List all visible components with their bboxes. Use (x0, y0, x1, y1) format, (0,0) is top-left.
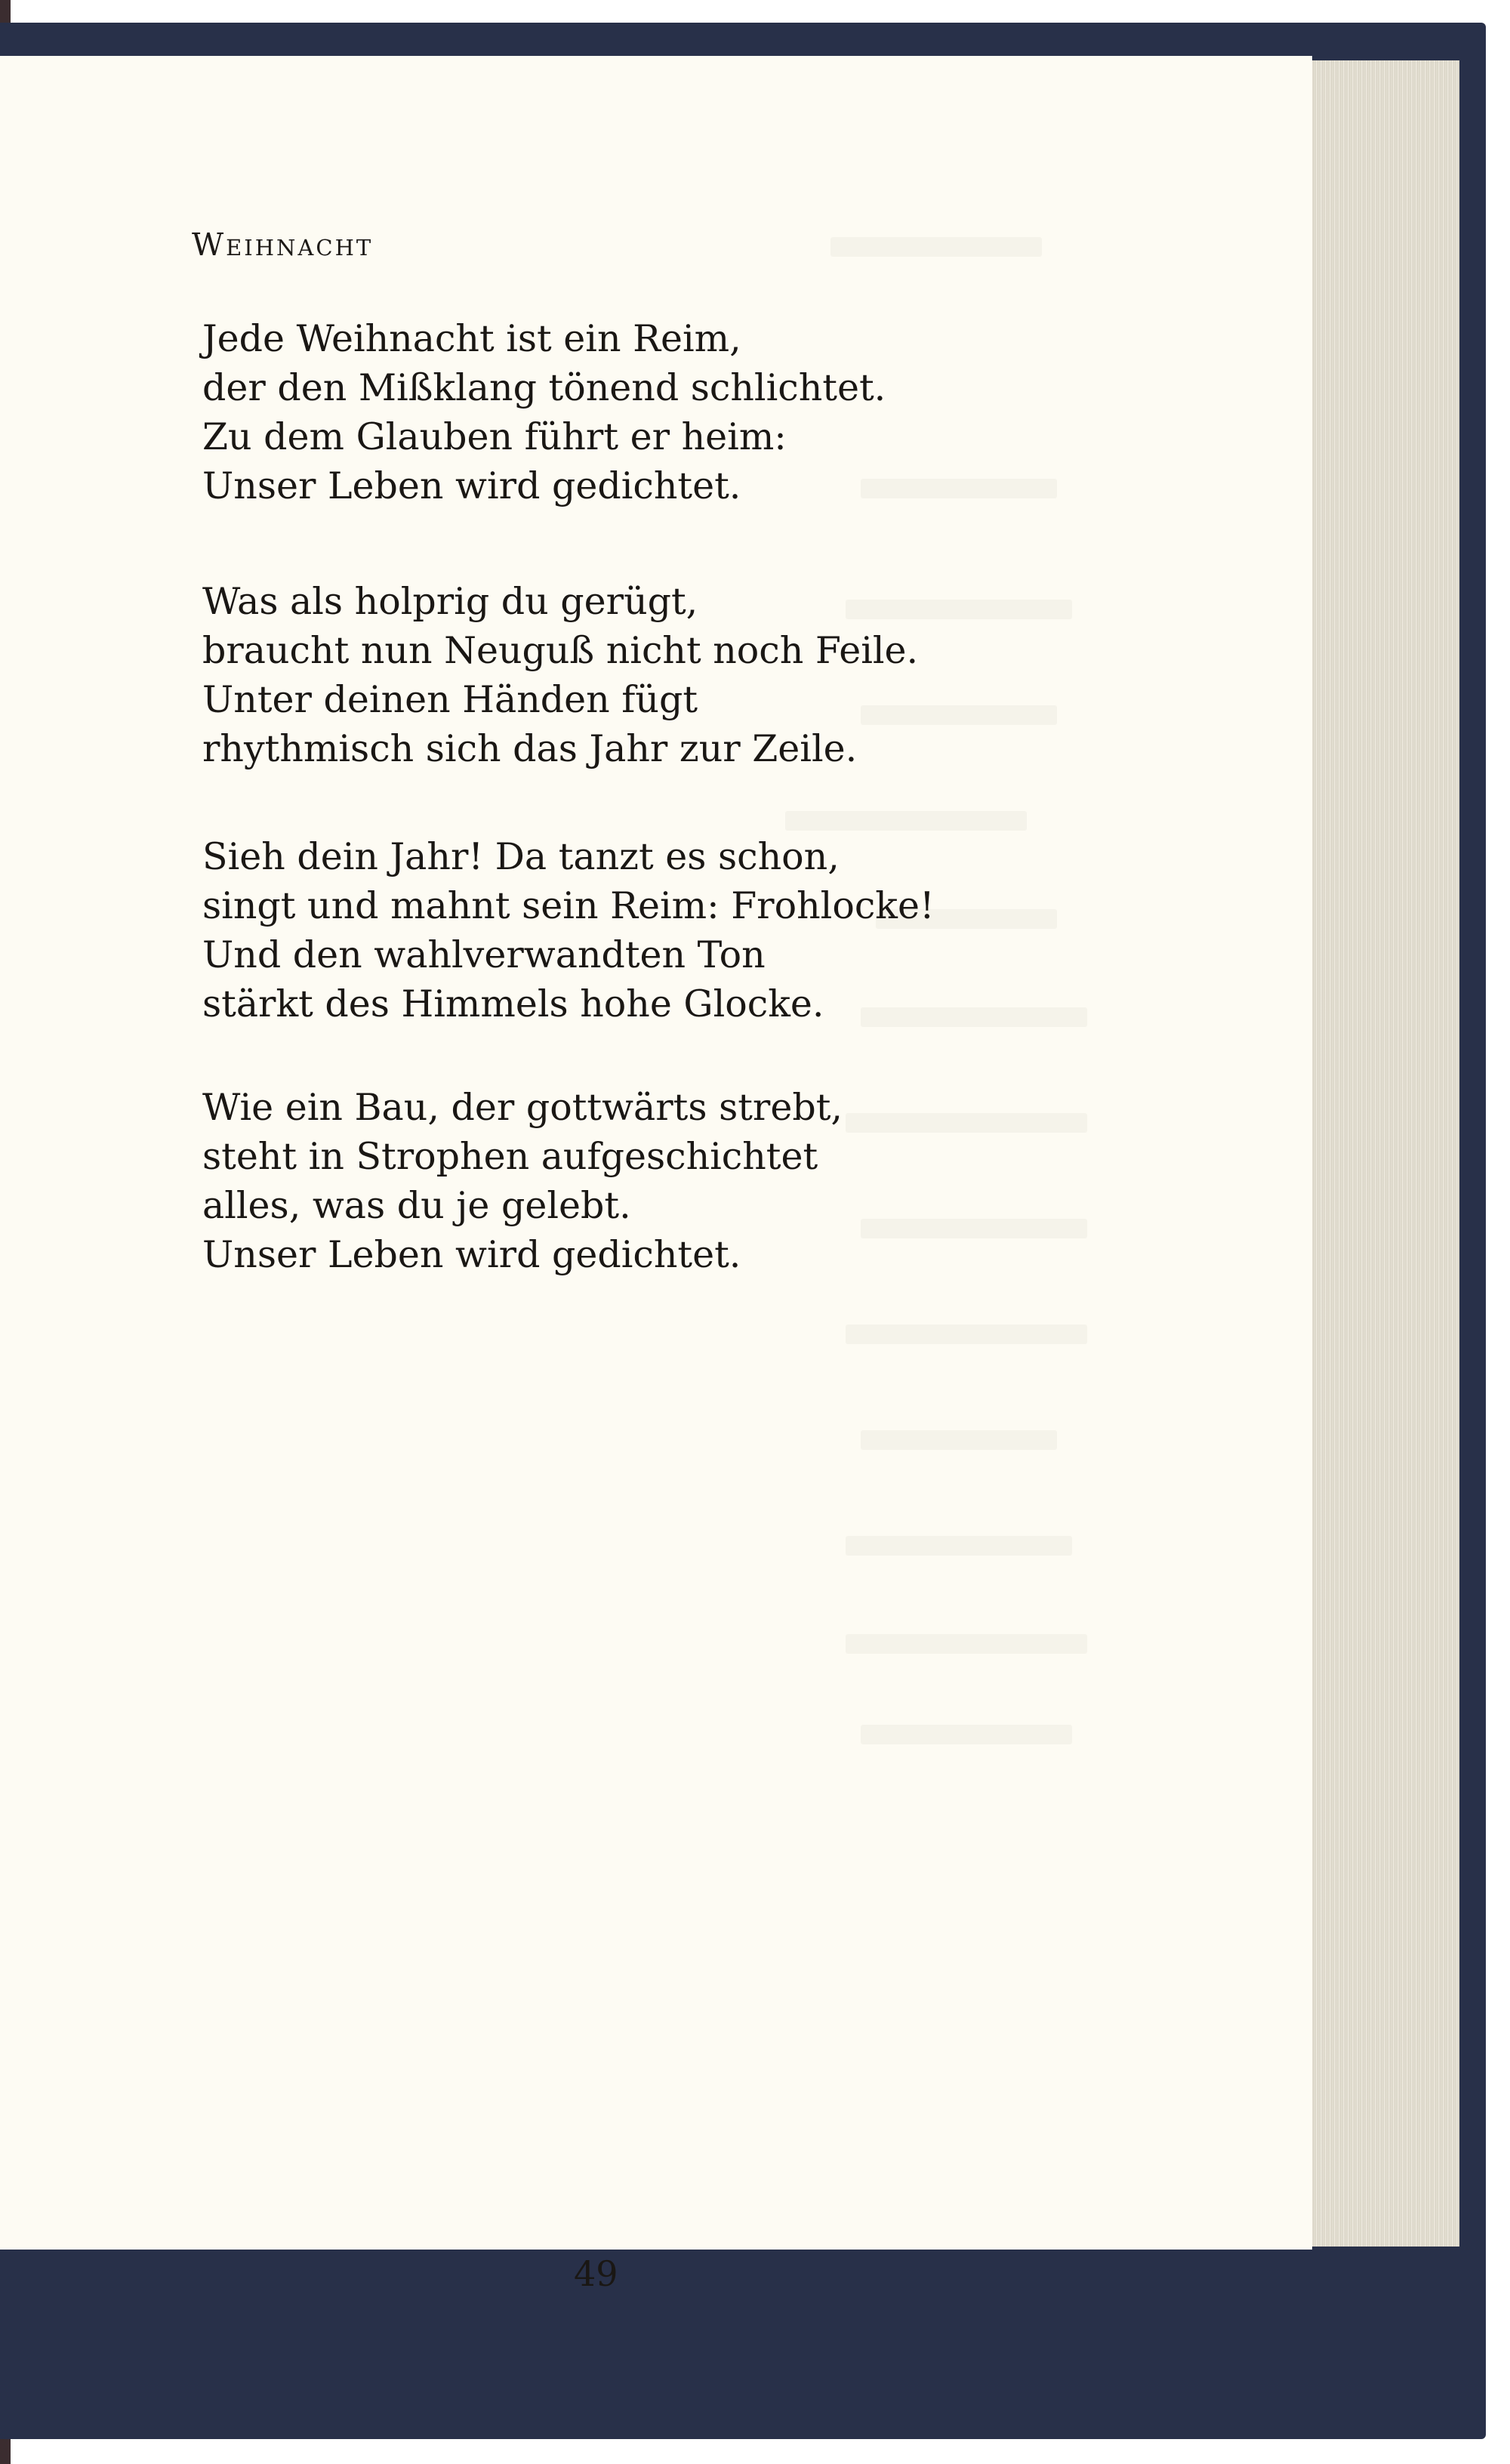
verse-line: Unser Leben wird gedichtet. (202, 464, 741, 507)
verse-line: der den Mißklang tönend schlichtet. (202, 366, 886, 409)
verse-line: braucht nun Neuguß nicht noch Feile. (202, 629, 919, 672)
verse-line: Zu dem Glauben führt er heim: (202, 415, 787, 458)
verse-line: singt und mahnt sein Reim: Frohlocke! (202, 884, 935, 927)
verse-line: Unser Leben wird gedichtet. (202, 1233, 741, 1276)
stanza-2 (202, 577, 918, 773)
verse-line: Unter deinen Händen fügt (202, 678, 698, 721)
verse-line: alles, was du je gelebt. (202, 1184, 631, 1227)
poem-title (192, 227, 373, 263)
stanza-1 (202, 314, 886, 510)
verse-line: Wie ein Bau, der gottwärts strebt, (202, 1086, 843, 1129)
poem-title-text: Weihnacht (192, 227, 374, 263)
verse-line: stärkt des Himmels hohe Glocke. (202, 982, 824, 1025)
stanza-3 (202, 832, 935, 1028)
page-edges (1305, 60, 1459, 2247)
verse-line: Sieh dein Jahr! Da tanzt es schon, (202, 835, 840, 878)
verse-line: steht in Strophen aufgeschichtet (202, 1135, 818, 1178)
book-page (0, 56, 1312, 2294)
verse-line: Was als holprig du gerügt, (202, 580, 698, 623)
verse-line: Jede Weihnacht ist ein Reim, (202, 317, 741, 360)
verse-line: rhythmisch sich das Jahr zur Zeile. (202, 727, 858, 770)
page-number: 49 (574, 2253, 618, 2294)
stanza-4 (202, 1083, 843, 1279)
verse-line: Und den wahlverwandten Ton (202, 933, 766, 976)
